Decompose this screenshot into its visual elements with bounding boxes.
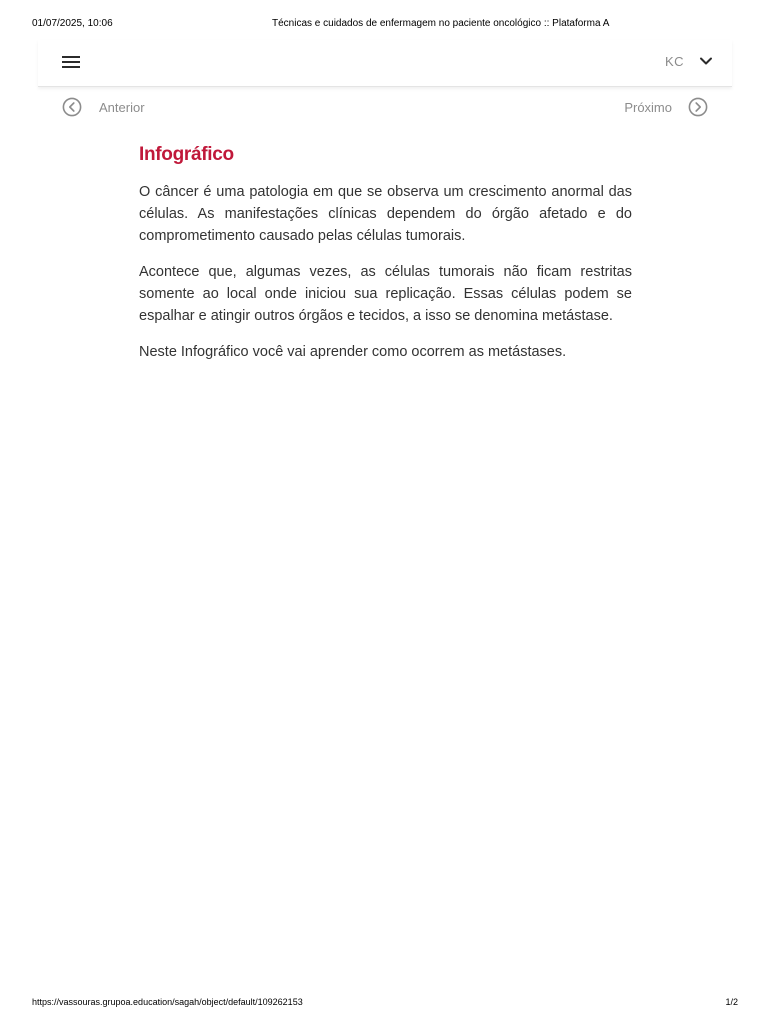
chevron-left-circle-icon bbox=[62, 97, 82, 117]
user-initials: KC bbox=[664, 53, 684, 69]
lesson-content bbox=[139, 144, 632, 377]
top-bar bbox=[38, 40, 732, 87]
paragraph-metastasis: Acontece que, algumas vezes, as células tumorais não ficam restritas somente ao local onde iniciou sua replicação. Essas células podem se espalhar e atingir outros órgãos e tecidos, a isso se denomina metástase. bbox=[139, 264, 632, 324]
paragraph-infographic: Neste Infográfico você vai aprender como ocorrem as metástases. bbox=[139, 344, 567, 360]
hamburger-menu-icon[interactable] bbox=[60, 52, 82, 72]
user-menu-button[interactable] bbox=[665, 50, 714, 72]
print-header bbox=[0, 18, 768, 32]
print-url: https://vassouras.grupoa.education/sagah/object/default/109262153 bbox=[32, 997, 303, 1007]
print-page-number: 1/2 bbox=[725, 997, 738, 1007]
chevron-down-icon bbox=[698, 53, 714, 69]
lesson-navigation bbox=[0, 96, 768, 120]
next-button[interactable] bbox=[624, 96, 708, 118]
paragraph-intro: O câncer é uma patologia em que se observa um crescimento anormal das células. As manifestações clínicas dependem do órgão afetado e do comprometimento causado pelas células tumorais. bbox=[139, 184, 632, 244]
print-footer bbox=[0, 997, 768, 1009]
print-datetime: 01/07/2025, 10:06 bbox=[32, 18, 113, 29]
previous-label: Anterior bbox=[99, 99, 145, 115]
print-page-title: Técnicas e cuidados de enfermagem no paciente oncológico :: Plataforma A bbox=[272, 18, 610, 29]
chevron-right-circle-icon bbox=[688, 97, 708, 117]
next-label: Próximo bbox=[624, 99, 672, 115]
previous-button[interactable] bbox=[62, 96, 145, 118]
section-title: Infográfico bbox=[139, 144, 234, 165]
